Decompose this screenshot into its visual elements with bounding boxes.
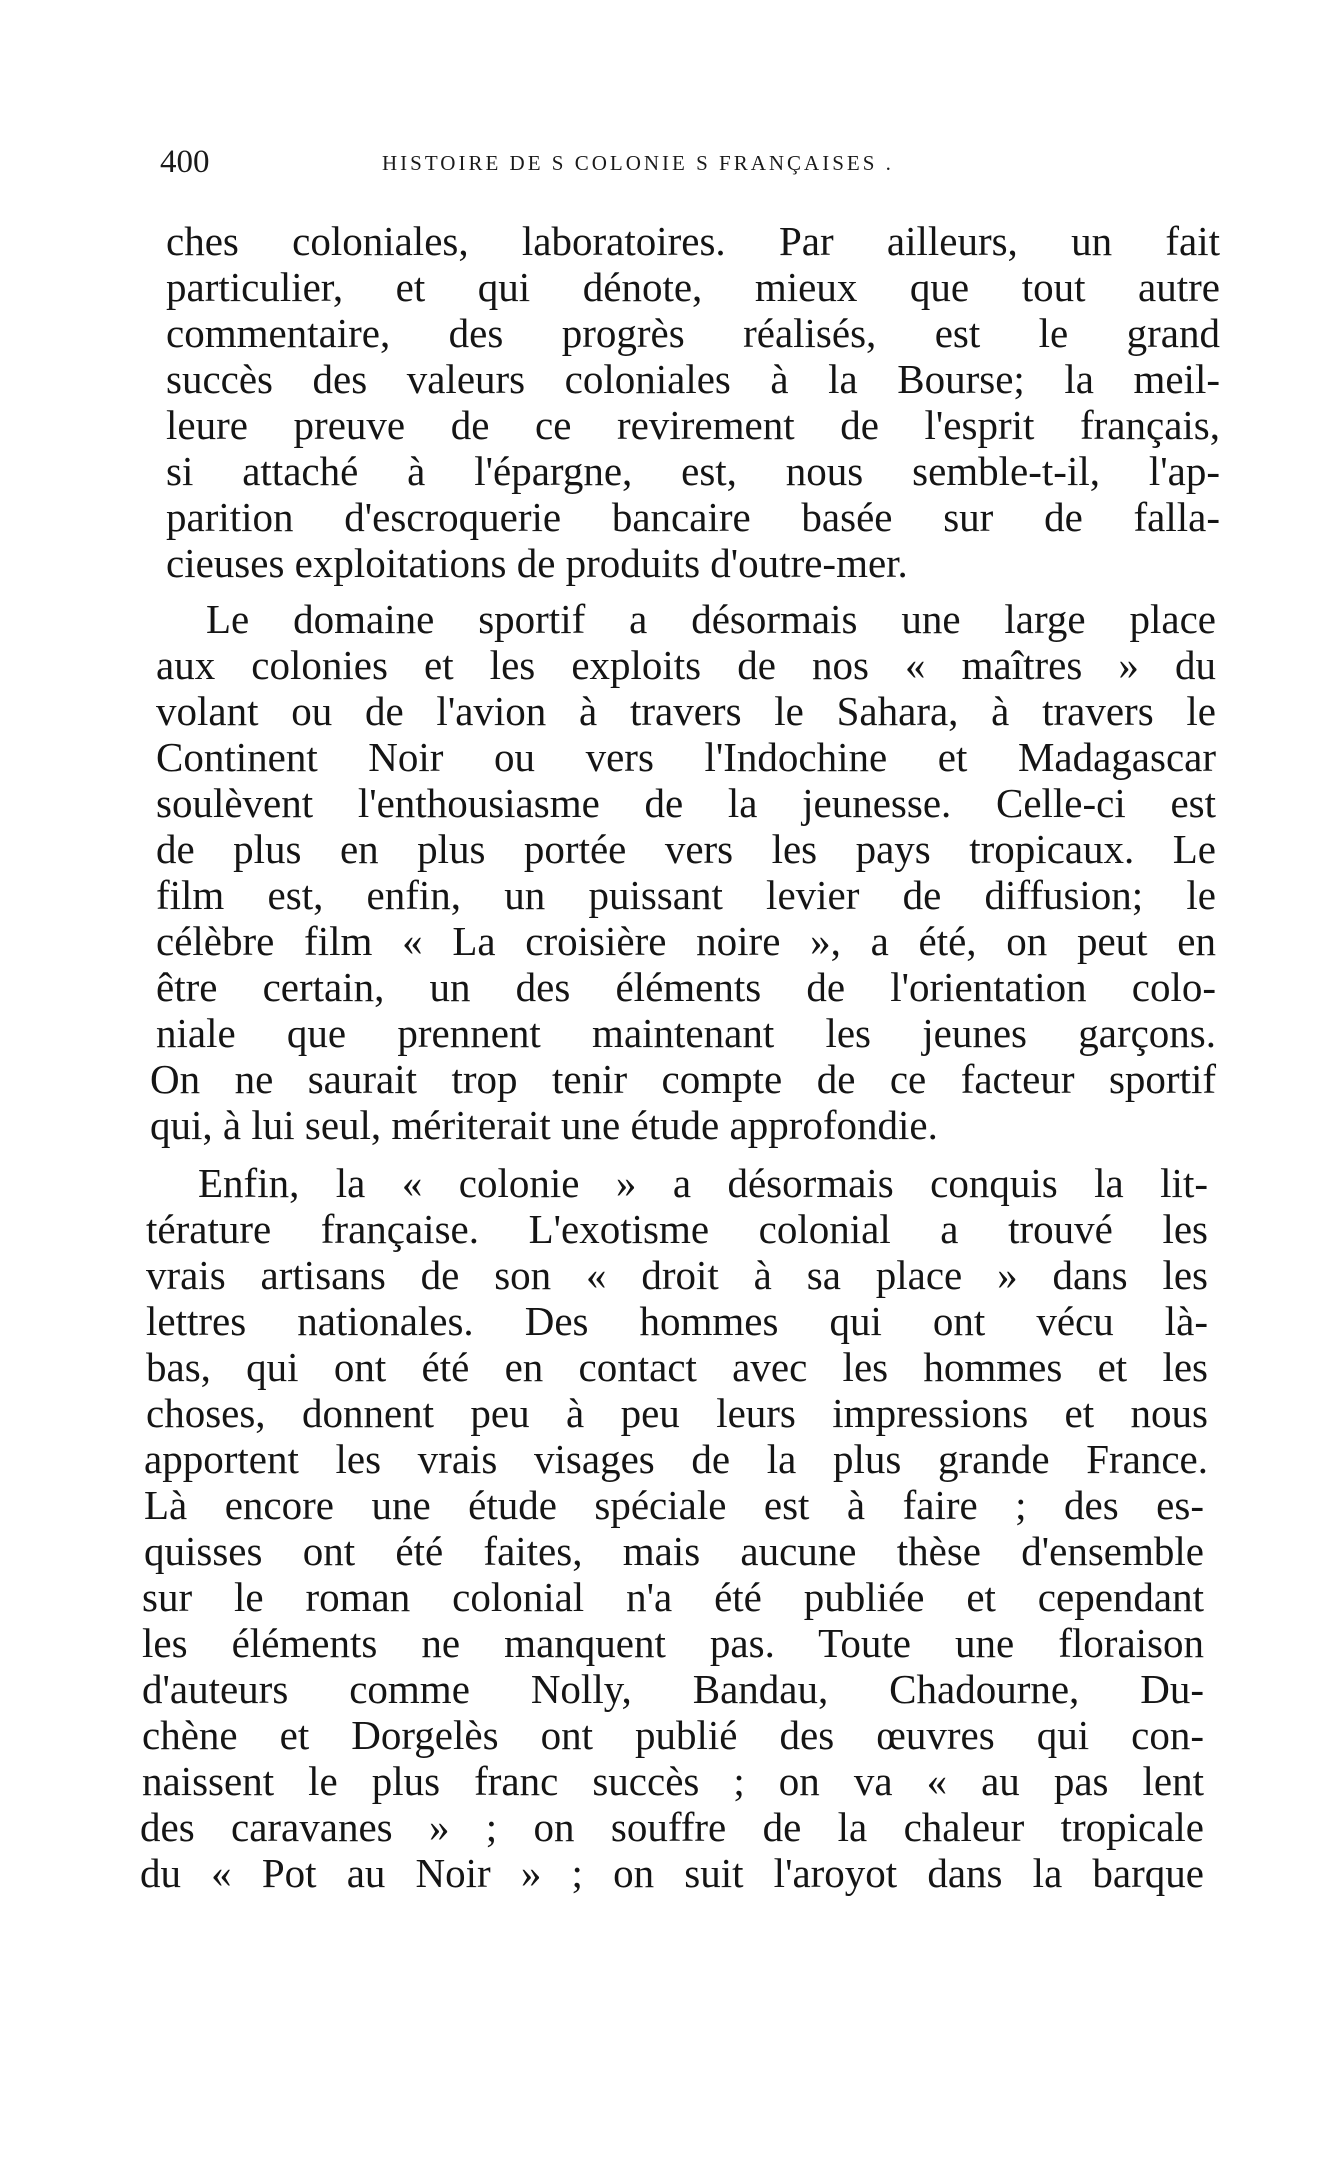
text-line: Le domaine sportif a désormais une large place — [206, 596, 1216, 642]
text-line: du « Pot au Noir » ; on suit l'aroyot dans la barque — [140, 1850, 1204, 1896]
text-line: bas, qui ont été en contact avec les hommes et les — [146, 1344, 1208, 1390]
text-line: Enfin, la « colonie » a désormais conquis la lit- — [198, 1160, 1208, 1206]
text-line: chène et Dorgelès ont publié des œuvres qui con- — [142, 1712, 1204, 1758]
text-line: vrais artisans de son « droit à sa place » dans les — [146, 1252, 1208, 1298]
text-line: parition d'escroquerie bancaire basée sur de falla- — [166, 494, 1220, 540]
text-line: célèbre film « La croisière noire », a été, on peut en — [156, 918, 1216, 964]
text-line: commentaire, des progrès réalisés, est le grand — [166, 310, 1220, 356]
page-header — [160, 142, 1220, 182]
text-line: sur le roman colonial n'a été publiée et cependant — [142, 1574, 1204, 1620]
text-line: niale que prennent maintenant les jeunes garçons. — [156, 1010, 1216, 1056]
text-line: leure preuve de ce revirement de l'esprit français, — [166, 402, 1220, 448]
text-line: apportent les vrais visages de la plus grande France. — [144, 1436, 1208, 1482]
text-line: choses, donnent peu à peu leurs impressions et nous — [146, 1390, 1208, 1436]
text-line: naissent le plus franc succès ; on va « au pas lent — [142, 1758, 1204, 1804]
text-line: d'auteurs comme Nolly, Bandau, Chadourne, Du- — [142, 1666, 1204, 1712]
text-line: de plus en plus portée vers les pays tropicaux. Le — [156, 826, 1216, 872]
text-line: lettres nationales. Des hommes qui ont vécu là- — [146, 1298, 1208, 1344]
text-line: aux colonies et les exploits de nos « maîtres » du — [156, 642, 1216, 688]
text-line: particulier, et qui dénote, mieux que tout autre — [166, 264, 1220, 310]
running-title: HISTOIRE DE S COLONIE S FRANÇAISES . — [382, 151, 894, 175]
text-line: des caravanes » ; on souffre de la chaleur tropicale — [140, 1804, 1204, 1850]
text-line: film est, enfin, un puissant levier de diffusion; le — [156, 872, 1216, 918]
text-line: les éléments ne manquent pas. Toute une floraison — [142, 1620, 1204, 1666]
text-line: ches coloniales, laboratoires. Par ailleurs, un fait — [166, 218, 1220, 264]
text-line: soulèvent l'enthousiasme de la jeunesse. Celle-ci est — [156, 780, 1216, 826]
page-number: 400 — [160, 144, 210, 180]
text-line: succès des valeurs coloniales à la Bourse; la meil- — [166, 356, 1220, 402]
text-line: On ne saurait trop tenir compte de ce facteur sportif — [150, 1056, 1216, 1102]
text-line: si attaché à l'épargne, est, nous semble-t-il, l'ap- — [166, 448, 1220, 494]
text-line: quisses ont été faites, mais aucune thèse d'ensemble — [144, 1528, 1204, 1574]
text-line: cieuses exploitations de produits d'outre-mer. — [166, 540, 908, 586]
text-line: térature française. L'exotisme colonial a trouvé les — [146, 1206, 1208, 1252]
text-line: qui, à lui seul, mériterait une étude approfondie. — [150, 1102, 938, 1148]
text-line: Là encore une étude spéciale est à faire ; des es- — [144, 1482, 1204, 1528]
text-line: volant ou de l'avion à travers le Sahara, à travers le — [156, 688, 1216, 734]
text-line: être certain, un des éléments de l'orientation colo- — [156, 964, 1216, 1010]
text-line: Continent Noir ou vers l'Indochine et Madagascar — [156, 734, 1216, 780]
